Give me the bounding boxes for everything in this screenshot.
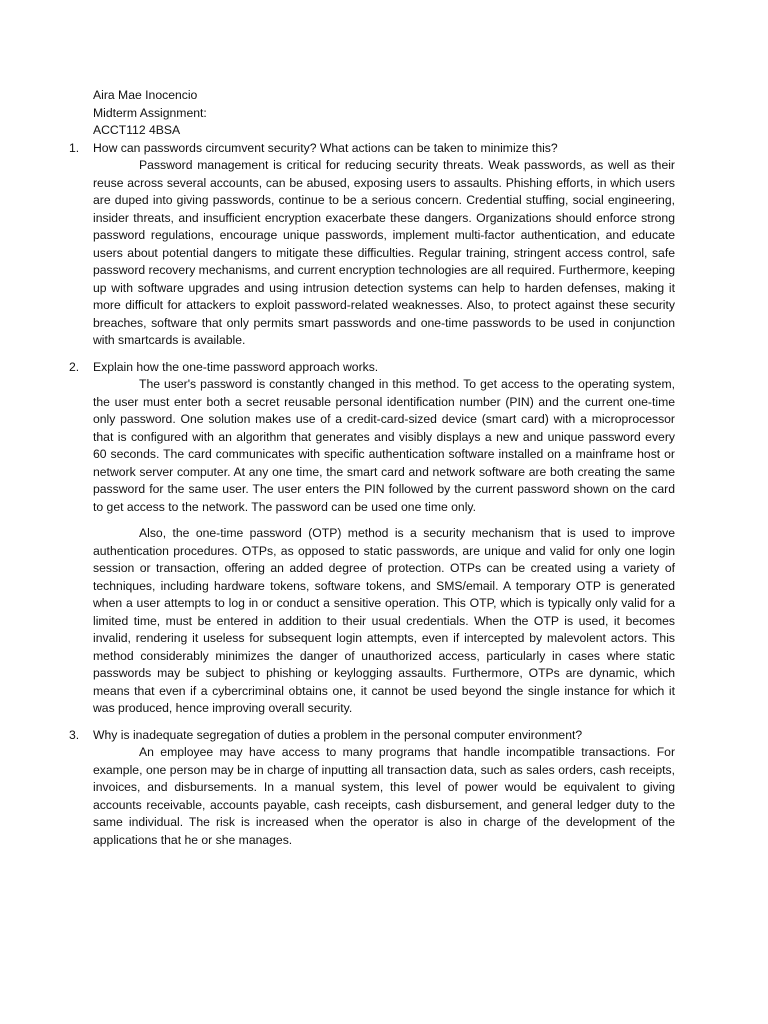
question-3	[69, 727, 675, 850]
question-3-number: 3.	[69, 727, 80, 742]
question-3-text: Why is inadequate segregation of duties a problem in the personal computer environment?	[93, 727, 583, 742]
question-3-answer-paragraph-1: An employee may have access to many programs that handle incompatible transactions. For example, one person may be in charge of inputting all transaction data, such as sales orders, cash receipts, invoices, and disbursements. In a manual system, this level of power would be equivalent to giving accounts receivable, accounts payable, cash receipts, cash disbursement, and general ledger duty to the same individual. The risk is increased when the operator is also in charge of the development of the applications that he or she manages.	[93, 745, 675, 847]
question-2-number: 2.	[69, 359, 80, 374]
document-page	[69, 87, 675, 849]
question-2	[69, 359, 675, 718]
question-2-answer-paragraph-1: The user's password is constantly changed in this method. To get access to the operating system, the user must enter both a secret reusable personal identification number (PIN) and the current one-time only password. One solution makes use of a credit-card-sized device (smart card) with a microprocessor that is configured with an algorithm that generates and visibly displays a new and unique password every 60 seconds. The card communicates with specific authentication software installed on a mainframe host or network server computer. At any one time, the smart card and network software are both creating the same password for the same user. The user enters the PIN followed by the current password shown on the card to get access to the network. The password can be used one time only.	[93, 377, 675, 514]
course-code: ACCT112 4BSA	[93, 123, 181, 137]
question-1-number: 1.	[69, 140, 80, 155]
question-2-answer-paragraph-2: Also, the one-time password (OTP) method is a security mechanism that is used to improve authentication procedures. OTPs, as opposed to static passwords, are unique and valid for only one login session or transaction, offering an added degree of protection. OTPs can be created using a variety of techniques, including hardware tokens, software tokens, and SMS/email. A temporary OTP is generated when a user attempts to log in or conduct a sensitive operation. This OTP, which is typically only valid for a limited time, must be entered in addition to their usual credentials. When the OTP is used, it becomes invalid, rendering it useless for subsequent login attempts, even if intercepted by malevolent actors. This method considerably minimizes the danger of unauthorized access, particularly in cases where static passwords may be subject to phishing or keylogging assaults. Furthermore, OTPs are dynamic, which means that even if a cybercriminal obtains one, it cannot be used beyond the single instance for which it was produced, hence improving overall security.	[93, 526, 675, 715]
assignment-title: Midterm Assignment:	[93, 105, 207, 120]
document-header	[93, 87, 675, 140]
question-1	[69, 140, 675, 350]
question-1-text: How can passwords circumvent security? What actions can be taken to minimize this?	[93, 140, 558, 155]
author-name: Aira Mae Inocencio	[93, 88, 198, 102]
question-2-text: Explain how the one-time password approach works.	[93, 359, 379, 374]
question-1-answer-paragraph-1: Password management is critical for reducing security threats. Weak passwords, as well as their reuse across several accounts, can be abused, exposing users to assaults. Phishing efforts, in which users are duped into giving passwords, continue to be a serious concern. Credential stuffing, social engineering, insider threats, and insufficient encryption exacerbate these dangers. Organizations should enforce strong password regulations, encourage unique passwords, implement multi-factor authentication, and educate users about potential dangers to mitigate these difficulties. Regular training, stringent access control, safe password recovery mechanisms, and current encryption technologies are all required. Furthermore, keeping up with software upgrades and using intrusion detection systems can help to harden defenses, making it more difficult for attackers to exploit password-related weaknesses. Also, to protect against these security breaches, software that only permits smart passwords and one-time passwords to be used in conjunction with smartcards is available.	[93, 158, 675, 347]
